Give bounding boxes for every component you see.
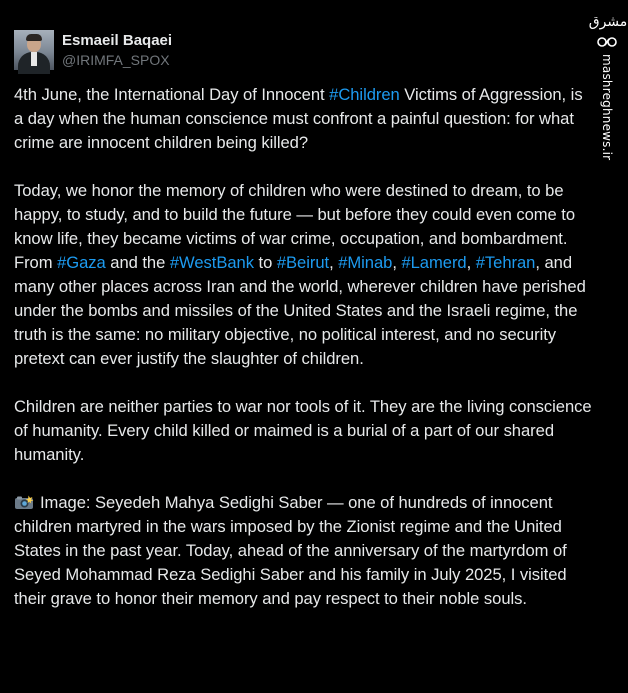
- text-segment: From: [14, 253, 58, 272]
- watermark-logo-text: مشرق: [588, 14, 628, 30]
- hashtag-lamerd[interactable]: #Lamerd: [401, 253, 467, 272]
- text-segment: , and many other places across Iran and the world, wherever children have perished under the bombs and missiles of the United States and the Israeli regime, the truth is the same: no military objective, no political interest, and no security pretext can ever justify the slaughter of children.: [14, 253, 586, 368]
- text-segment: ,: [466, 253, 476, 272]
- watermark: [588, 0, 628, 693]
- paragraph-image-caption: [14, 491, 592, 611]
- image-caption-text: Image: Seyedeh Mahya Sedighi Saber — one of hundreds of innocent children martyred in the wars imposed by the Zionist regime and the United States in the past year. Today, ahead of the anniversary of the martyrdom of Seyed Mohammad Reza Sedighi Saber and his family in July 2025, I visited their grave to honor their memory and pay respect to their noble souls.: [14, 493, 567, 608]
- text-segment: 4th June, the International Day of Innocent: [14, 85, 330, 104]
- tweet-header: [14, 28, 172, 72]
- text-segment: Victims of Aggression, is a day when the human conscience must confront a painful question: for what crime are innocent children being killed?: [14, 85, 583, 152]
- hashtag-westbank[interactable]: #WestBank: [169, 253, 254, 272]
- text-segment: ,: [329, 253, 339, 272]
- hashtag-beirut[interactable]: #Beirut: [276, 253, 330, 272]
- text-segment: and the: [105, 253, 170, 272]
- paragraph-conscience: Children are neither parties to war nor tools of it. They are the living conscience of humanity. Every child killed or maimed is a burial of a part of our shared humanity.: [14, 397, 592, 464]
- author-display-name[interactable]: Esmaeil Baqaei: [62, 31, 173, 49]
- watermark-site: mashreghnews.ir: [600, 54, 614, 161]
- hashtag-children[interactable]: #Children: [329, 85, 400, 104]
- text-segment: to: [253, 253, 277, 272]
- camera-flash-icon: [14, 495, 34, 510]
- hashtag-minab[interactable]: #Minab: [338, 253, 393, 272]
- avatar[interactable]: [14, 30, 54, 70]
- author-handle[interactable]: @IRIMFA_SPOX: [62, 51, 170, 68]
- author-names: [62, 31, 172, 70]
- paragraph-places: [14, 251, 592, 371]
- mashregh-logo-icon: [588, 10, 628, 52]
- hashtag-tehran[interactable]: #Tehran: [475, 253, 536, 272]
- tweet-text: [14, 83, 592, 611]
- text-segment: ,: [392, 253, 402, 272]
- hashtag-gaza[interactable]: #Gaza: [57, 253, 106, 272]
- paragraph-intro: [14, 83, 592, 155]
- paragraph-honor: Today, we honor the memory of children who were destined to dream, to be happy, to study, and to build the future — but before they could even come to know life, they became victims of war crime, occupation, and bombardment.: [14, 181, 576, 248]
